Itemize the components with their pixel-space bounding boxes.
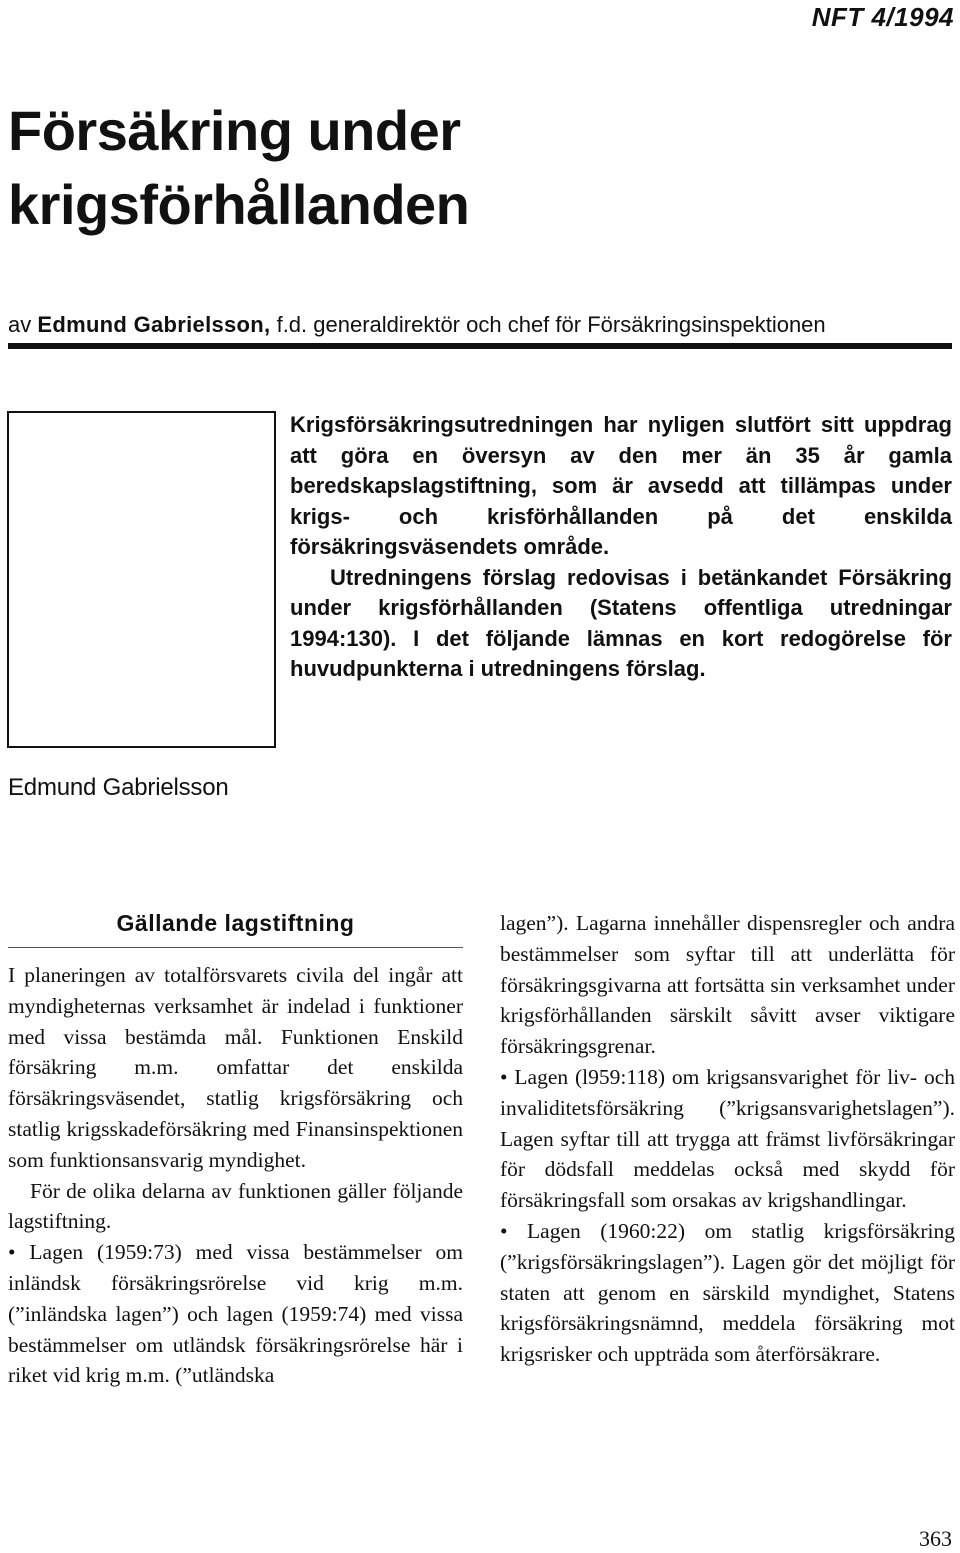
byline-role: f.d. generaldirektör och chef för Försäkringsinspektionen [276,312,826,337]
lead-paragraph-1: Krigsförsäkringsutredningen har nyligen slutfört sitt uppdrag att göra en översyn av den mer än 35 år gamla beredskapslagstiftning, som är avsedd att tillämpas under krigs- och krisförhållanden på det enskilda försäkringsväsendets område. [290,412,952,559]
section-heading: Gällande lagstiftning [8,910,463,948]
lead-text [290,410,952,685]
byline [8,312,948,338]
body-paragraph: I planeringen av totalförsvarets civila del ingår att myndigheternas verksamhet är indelad i funktioner med vissa bestämda mål. Funktionen Enskild försäkring m.m. omfattar det enskilda försäkringsväsendet, statlig krigsförsäkring och statlig krigsskadeförsäkring med Finansinspektionen som funktionsansvarig myndighet. [8,963,463,1172]
body-paragraph: lagen”). Lagarna innehåller dispensregler och andra bestämmelser som syftar till att underlätta för försäkringsgivarna att fortsätta sin verksamhet under krigsförhållanden särskilt såvitt avser viktigare försäkringsgrenar. [500,911,955,1059]
body-paragraph: För de olika delarna av funktionen gäller följande lagstiftning. [8,1178,463,1234]
page-number: 363 [919,1526,952,1551]
photo-caption: Edmund Gabrielsson [8,774,229,801]
body-column-left [8,960,463,1391]
body-column-right [500,908,955,1370]
header-rule [8,343,952,349]
body-paragraph: • Lagen (1960:22) om statlig krigsförsäkring (”krigsförsäkringslagen”). Lagen gör det möjligt för staten att genom en särskild myndighet, Statens krigsförsäkringsnämnd, meddela försäkring mot krigsrisker och uppträda som återförsäkrare. [500,1218,955,1367]
author-photo-frame [7,411,276,748]
lead-paragraph-2: Utredningens förslag redovisas i betänkandet Försäkring under krigsförhållanden (Statens offentliga utredningar 1994:130). I det följande lämnas en kort redogörelse för huvudpunkterna i utredningens förslag. [290,564,952,681]
journal-issue: NFT 4/1994 [811,2,954,32]
body-paragraph: • Lagen (l959:118) om krigsansvarighet för liv- och invaliditetsförsäkring (”krigsansvarighetslagen”). Lagen syftar till att trygga att främst livförsäkringar för dödsfall meddelas också med skydd för försäkringsfall som orsakas av krigshandlingar. [500,1064,955,1213]
body-paragraph: • Lagen (1959:73) med vissa bestämmelser om inländsk försäkringsrörelse vid krig m.m. (”inländska lagen”) och lagen (1959:74) med vissa bestämmelser om utländsk försäkringsrörelse här i riket vid krig m.m. (”utländska [8,1240,463,1388]
title-line-1: Försäkring under [8,99,461,162]
title-line-2: krigsförhållanden [8,173,470,236]
byline-prefix: av [8,312,32,337]
byline-author: Edmund Gabrielsson, [37,312,271,337]
article-title [8,94,469,242]
